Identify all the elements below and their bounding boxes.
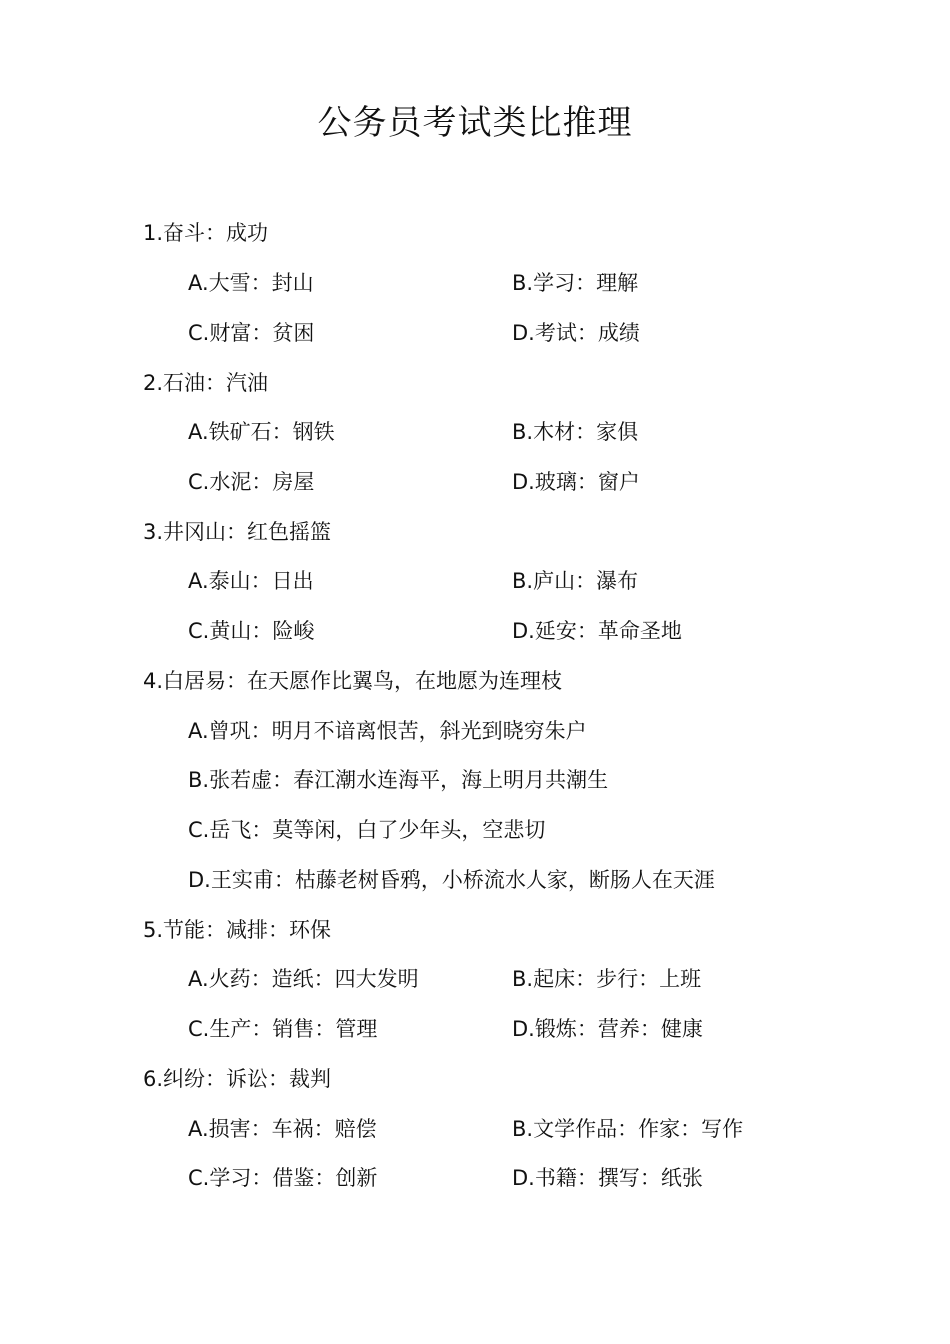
page-title: 公务员考试类比推理	[317, 103, 633, 143]
question-3-option-d: D.延安：革命圣地	[512, 619, 682, 643]
question-1-option-b: B.学习：理解	[512, 271, 639, 295]
question-3-stem: 3.井冈山：红色摇篮	[143, 520, 332, 544]
question-4-option-c: C.岳飞：莫等闲，白了少年头，空悲切	[188, 818, 546, 842]
question-5-option-a: A.火药：造纸：四大发明	[188, 967, 419, 991]
question-5-option-b: B.起床：步行：上班	[512, 967, 702, 991]
question-3-option-c: C.黄山：险峻	[188, 619, 315, 643]
question-4-option-a: A.曾巩：明月不谙离恨苦，斜光到晓穷朱户	[188, 719, 587, 743]
question-4-option-d: D.王实甫：枯藤老树昏鸦，小桥流水人家，断肠人在天涯	[188, 868, 715, 892]
question-2-option-b: B.木材：家俱	[512, 420, 639, 444]
question-1-option-c: C.财富：贫困	[188, 321, 315, 345]
question-1-option-a: A.大雪：封山	[188, 271, 314, 295]
question-6-option-b: B.文学作品：作家：写作	[512, 1117, 744, 1141]
question-2-option-a: A.铁矿石：钢铁	[188, 420, 335, 444]
question-4-option-b: B.张若虚：春江潮水连海平，海上明月共潮生	[188, 768, 609, 792]
question-3-option-a: A.泰山：日出	[188, 569, 314, 593]
question-4-stem: 4.白居易：在天愿作比翼鸟，在地愿为连理枝	[143, 669, 563, 693]
question-2-stem: 2.石油：汽油	[143, 371, 269, 395]
question-6-option-a: A.损害：车祸：赔偿	[188, 1117, 377, 1141]
question-6-stem: 6.纠纷：诉讼：裁判	[143, 1067, 332, 1091]
question-5-stem: 5.节能：减排：环保	[143, 918, 332, 942]
question-5-option-d: D.锻炼：营养：健康	[512, 1017, 703, 1041]
question-1-option-d: D.考试：成绩	[512, 321, 640, 345]
question-6-option-c: C.学习：借鉴：创新	[188, 1166, 378, 1190]
question-3-option-b: B.庐山：瀑布	[512, 569, 639, 593]
question-6-option-d: D.书籍：撰写：纸张	[512, 1166, 703, 1190]
question-2-option-c: C.水泥：房屋	[188, 470, 315, 494]
question-5-option-c: C.生产：销售：管理	[188, 1017, 378, 1041]
question-1-stem: 1.奋斗：成功	[143, 221, 269, 245]
question-2-option-d: D.玻璃：窗户	[512, 470, 640, 494]
